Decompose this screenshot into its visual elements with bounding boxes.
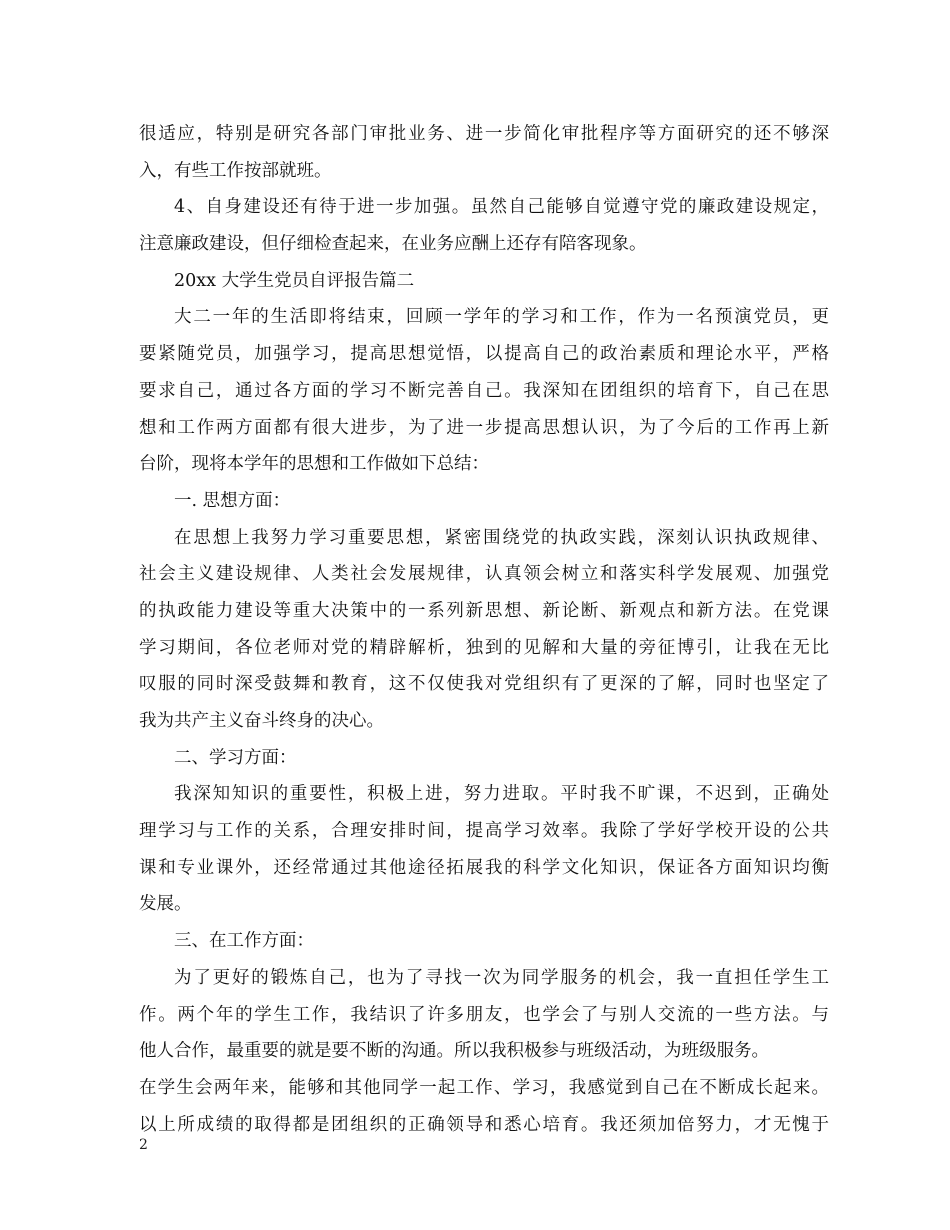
- text-line: 台阶，现将本学年的思想和工作做如下总结：: [139, 454, 489, 475]
- text-line: 课和专业课外，还经常通过其他途径拓展我的科学文化知识，保证各方面知识均衡: [139, 857, 829, 878]
- text-line: 叹服的同时深受鼓舞和教育，这不仅使我对党组织有了更深的了解，同时也坚定了: [139, 674, 829, 695]
- text-line: 的执政能力建设等重大决策中的一系列新思想、新论断、新观点和新方法。在党课: [139, 600, 829, 621]
- page-number: 2: [139, 1137, 148, 1153]
- text-line: 要紧随党员，加强学习，提高思想觉悟，以提高自己的政治素质和理论水平，严格: [139, 344, 829, 365]
- text-line: 想和工作两方面都有很大进步，为了进一步提高思想认识，为了今后的工作再上新: [139, 417, 829, 438]
- text-line: 20xx 大学生党员自评报告篇二: [174, 270, 415, 291]
- text-line: 他人合作，最重要的就是要不断的沟通。所以我积极参与班级活动，为班级服务。: [139, 1041, 769, 1062]
- text-line: 在思想上我努力学习重要思想，紧密围绕党的执政实践，深刻认识执政规律、: [174, 527, 829, 548]
- text-line: 理学习与工作的关系，合理安排时间，提高学习效率。我除了学好学校开设的公共: [139, 821, 829, 842]
- text-line: 学习期间，各位老师对党的精辟解析，独到的见解和大量的旁征博引，让我在无比: [139, 637, 829, 658]
- text-line: 社会主义建设规律、人类社会发展规律，认真领会树立和落实科学发展观、加强党: [139, 564, 829, 585]
- text-line: 要求自己，通过各方面的学习不断完善自己。我深知在团组织的培育下，自己在思: [139, 380, 829, 401]
- text-line: 很适应，特别是研究各部门审批业务、进一步简化审批程序等方面研究的还不够深: [139, 124, 829, 144]
- text-line: 三、在工作方面：: [174, 931, 314, 952]
- text-line: 入，有些工作按部就班。: [139, 160, 332, 181]
- body-text: [139, 116, 829, 1143]
- text-line: 一. 思想方面：: [174, 490, 291, 511]
- text-line: 在学生会两年来，能够和其他同学一起工作、学习，我感觉到自己在不断成长起来。: [139, 1077, 829, 1098]
- text-line: 为了更好的锻炼自己，也为了寻找一次为同学服务的机会，我一直担任学生工: [174, 967, 829, 988]
- text-line: 我为共产主义奋斗终身的决心。: [139, 711, 384, 731]
- text-line: 我深知知识的重要性，积极上进，努力进取。平时我不旷课，不迟到，正确处: [174, 784, 829, 805]
- text-line: 注意廉政建设，但仔细检查起来，在业务应酬上还存有陪客现象。: [139, 234, 647, 255]
- text-line: 以上所成绩的取得都是团组织的正确领导和悉心培育。我还须加倍努力，才无愧于: [139, 1114, 829, 1135]
- text-line: 4、自身建设还有待于进一步加强。虽然自己能够自觉遵守党的廉政建设规定，: [174, 197, 829, 218]
- text-line: 大二一年的生活即将结束，回顾一学年的学习和工作，作为一名预演党员，更: [174, 307, 829, 328]
- text-line: 作。两个年的学生工作，我结识了许多朋友，也学会了与别人交流的一些方法。与: [139, 1004, 829, 1025]
- text-line: 发展。: [139, 894, 192, 915]
- text-line: 二、学习方面：: [174, 747, 297, 768]
